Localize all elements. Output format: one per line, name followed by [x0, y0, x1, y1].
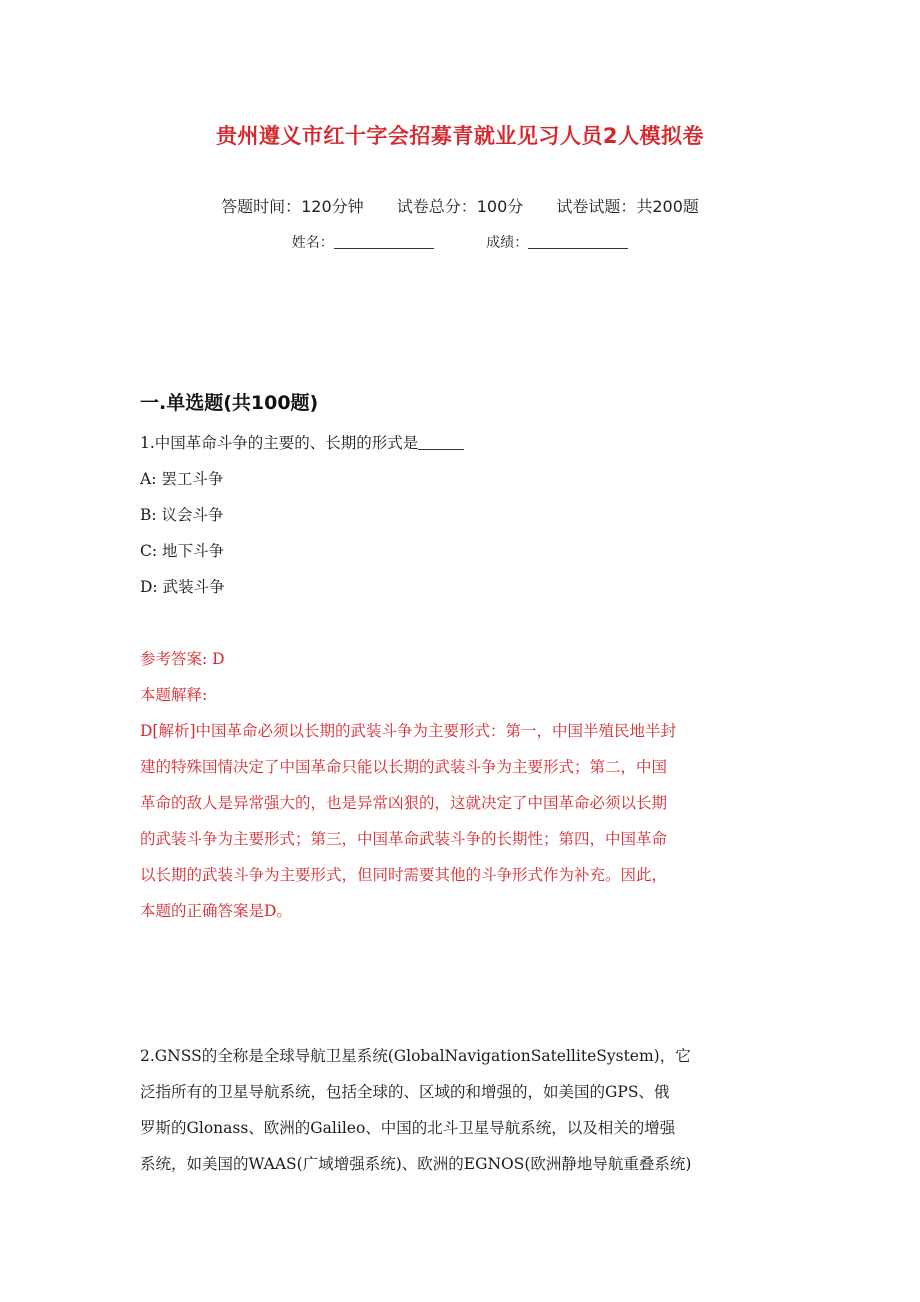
question-2-line: 泛指所有的卫星导航系统，包括全球的、区域的和增强的，如美国的GPS、俄 [140, 1083, 670, 1101]
explanation-line: 本题的正确答案是D。 [140, 902, 292, 920]
score-label: 成绩： [486, 235, 529, 251]
candidate-info [0, 232, 920, 252]
exam-question-count: 试卷试题：共200题 [556, 197, 699, 216]
explanation-line: D[解析]中国革命必须以长期的武装斗争为主要形式：第一，中国半殖民地半封 [140, 722, 677, 740]
explanation-line: 的武装斗争为主要形式；第三，中国革命武装斗争的长期性；第四，中国革命 [140, 830, 668, 848]
explanation-line: 建的特殊国情决定了中国革命只能以长期的武装斗争为主要形式；第二，中国 [140, 758, 668, 776]
explanation-line: 革命的敌人是异常强大的，也是异常凶狠的，这就决定了中国革命必须以长期 [140, 794, 668, 812]
question-1-stem [140, 425, 780, 461]
option-c[interactable]: C: 地下斗争 [140, 542, 225, 560]
explanation-line: 以长期的武装斗争为主要形式，但同时需要其他的斗争形式作为补充。因此， [140, 866, 668, 884]
option-a[interactable]: A: 罢工斗争 [140, 470, 224, 488]
explanation-label: 本题解释: [140, 686, 208, 704]
section-heading: 一.单选题(共100题) [140, 392, 319, 414]
spacer [140, 605, 780, 641]
name-field [292, 235, 438, 251]
question-2-line: 2.GNSS的全称是全球导航卫星系统(GlobalNavigationSatelliteSystem)，它 [140, 1047, 691, 1065]
exam-time: 答题时间：120分钟 [221, 197, 364, 216]
exam-meta [0, 194, 920, 217]
score-blank[interactable] [528, 234, 628, 249]
option-b[interactable]: B: 议会斗争 [140, 506, 224, 524]
exam-total-score: 试卷总分：100分 [396, 197, 524, 216]
question-2 [140, 1038, 780, 1182]
question-1 [140, 425, 780, 929]
question-1-blank [418, 435, 464, 450]
question-2-line: 罗斯的Glonass、欧洲的Galileo、中国的北斗卫星导航系统，以及相关的增强 [140, 1119, 676, 1137]
question-1-stem-text: 1.中国革命斗争的主要的、长期的形式是 [140, 434, 419, 452]
score-field [486, 235, 628, 251]
reference-answer: 参考答案: D [140, 650, 225, 668]
question-2-line: 系统，如美国的WAAS(广域增强系统)、欧洲的EGNOS(欧洲静地导航重叠系统) [140, 1155, 692, 1173]
name-label: 姓名： [291, 235, 334, 251]
name-blank[interactable] [334, 234, 434, 249]
option-d[interactable]: D: 武装斗争 [140, 578, 225, 596]
exam-title: 贵州遵义市红十字会招募青就业见习人员2人模拟卷 [215, 124, 705, 148]
